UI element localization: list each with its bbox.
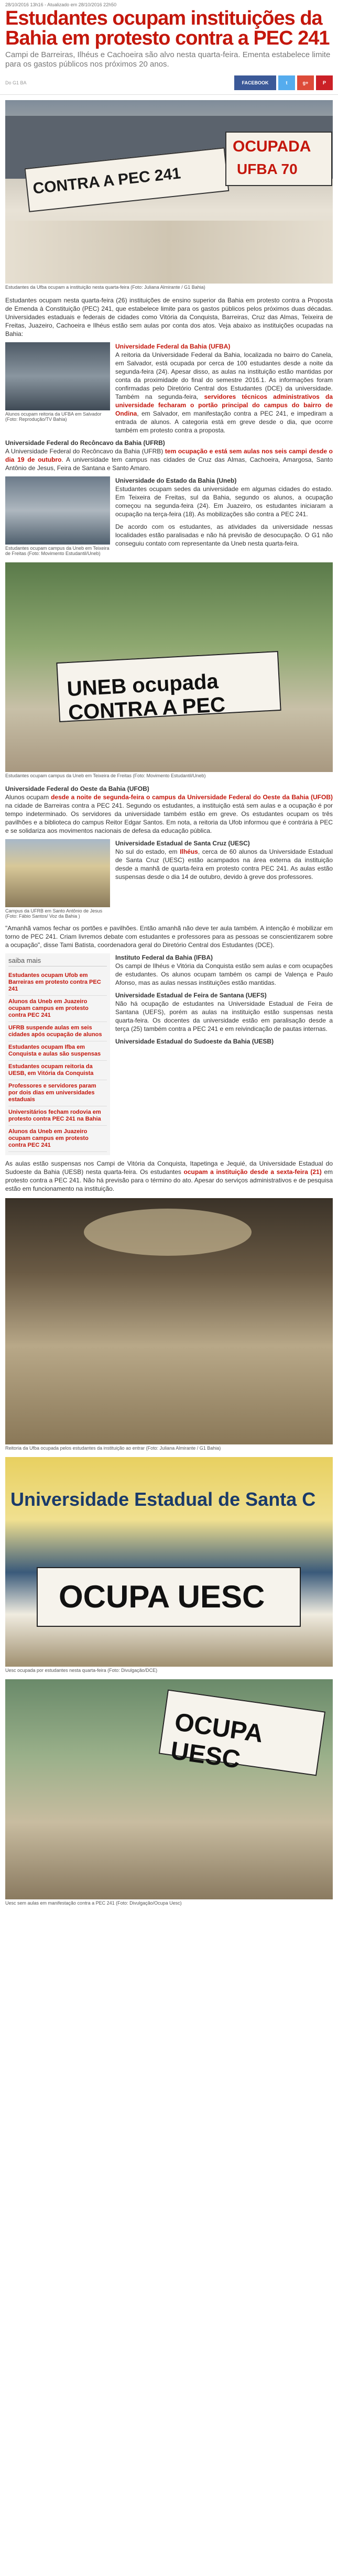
uesb-heading: Universidade Estadual do Sudoeste da Bahia (UESB) xyxy=(115,1038,274,1045)
uesc-figure xyxy=(5,839,110,920)
uneb-paragraph: Estudantes ocupam sedes da universidade em algumas cidades do estado. Em Teixeira de Freitas, sul da Bahia, segundo os alunos, a ocupação começou na segunda-feira (24). Em Juazeiro, os estudantes iniciaram a ocupação na terça-feira (18). As mobilizações são contra a PEC 241. xyxy=(115,485,333,518)
saiba-link[interactable]: Estudantes ocupam Ifba em Conquista e aulas são suspensas xyxy=(8,1041,107,1061)
ufrb-paragraph: A Universidade Federal do Recôncavo da Bahia (UFRB) xyxy=(5,448,165,455)
uesb-section xyxy=(0,1159,338,1193)
saiba-link[interactable]: Estudantes ocupam reitoria da UESB, em Vitória da Conquista xyxy=(8,1061,107,1080)
last-sign xyxy=(159,1689,325,1776)
uneb-caption: Estudantes ocupam campus da Uneb em Teixeira de Freitas (Foto: Movimento Estudantil/Uneb) xyxy=(5,546,110,556)
ifba-paragraph: Os campi de Ilhéus e Vitória da Conquista estão sem aulas e com ocupações de estudantes. Os alunos ocupam também os campi de Valença e Paulo Afonso, mas as aulas nessas instituições estão mantidas. xyxy=(115,962,333,986)
banner-text-ufba: UFBA 70 xyxy=(237,161,298,177)
ufrb-paragraph-tail: . A universidade tem campus nas cidades de Cruz das Almas, Cachoeira, Amargosa, Santo Antônio de Jesus, Feira de Santana e Santo Amaro. xyxy=(5,456,333,472)
pinterest-share-button[interactable]: P xyxy=(316,75,333,90)
saiba-link[interactable]: Professores e servidores param por dois dias em universidades estaduais xyxy=(8,1080,107,1106)
ifba-heading: Instituto Federal da Bahia (IFBA) xyxy=(115,954,213,961)
ufba-figure xyxy=(5,342,110,434)
ufba-caption: Alunos ocupam reitoria da UFBA em Salvador (Foto: Reprodução/TV Bahia) xyxy=(5,411,102,422)
uesc-paragraph: No sul do estado, em xyxy=(115,848,180,855)
uneb-sign xyxy=(56,651,281,725)
ufba-heading: Universidade Federal da Bahia (UFBA) xyxy=(115,343,231,350)
saiba-row xyxy=(0,953,338,1155)
uesc-banner-top: Universidade Estadual de Santa C xyxy=(10,1488,316,1510)
uneb-photo-small xyxy=(5,476,110,545)
share-buttons xyxy=(234,75,333,90)
saiba-link[interactable]: Universitários fecham rodovia em protesto contra PEC 241 na Bahia xyxy=(8,1106,107,1126)
uneb-heading: Universidade do Estado da Bahia (Uneb) xyxy=(115,477,237,484)
uneb-text xyxy=(115,476,333,557)
uesc-big-photo xyxy=(5,1457,333,1667)
uesc-quote: "Amanhã vamos fechar os portões e pavilhões. Então amanhã não deve ter aula também. A intenção é mobilizar em torno de PEC 241. Criam livremos debate com estudantes e professores para as pessoas se conscientizarem sobre a ocupação", disse Tami Batista, coordenadora geral do Diretório Central dos Estudantes (DCE). xyxy=(5,925,333,949)
uesc-big-caption: Uesc ocupada por estudantes nesta quarta-feira (Foto: Divulgação/DCE) xyxy=(5,1668,158,1673)
reitoria-figure xyxy=(5,1198,333,1452)
uesc-heading: Universidade Estadual de Santa Cruz (UESC) xyxy=(115,840,250,847)
uesc-text xyxy=(115,839,333,920)
chandelier xyxy=(84,1209,252,1256)
uneb-section xyxy=(0,476,338,557)
uefs-paragraph: Não há ocupação de estudantes na Universidade Estadual de Feira de Santana (UEFS), porém as aulas na instituição estão suspensas nesta quarta-feira. Os docentes da universidade estão em paralisação desde a terça (25) também contra a PEC 241 e em reivindicação de pautas internas. xyxy=(115,1000,333,1032)
ufba-text xyxy=(115,342,333,434)
protest-banner-right xyxy=(225,132,332,186)
banner-text-right: OCUPADA xyxy=(233,138,311,155)
saiba-link[interactable]: Alunos da Uneb em Juazeiro ocupam campus em protesto contra PEC 241 xyxy=(8,1126,107,1152)
uneb-big-photo xyxy=(5,562,333,772)
ufrb-highlight-link[interactable]: tem ocupação e está sem aulas nos seis campi desde o dia 19 de outubro xyxy=(5,448,333,463)
googleplus-share-button[interactable]: g+ xyxy=(297,75,314,90)
uefs-heading: Universidade Estadual de Feira de Santana (UEFS) xyxy=(115,992,267,999)
facebook-share-button[interactable]: FACEBOOK xyxy=(234,75,276,90)
uesb-paragraph: As aulas estão suspensas nos Campi de Vitória da Conquista, Itapetinga e Jequié, da Universidade Estadual do Sudoeste da Bahia (UESB) nesta quarta-feira. Os estudantes xyxy=(5,1160,333,1176)
uneb-paragraph-2: De acordo com os estudantes, as atividades da universidade nessas localidades estão paralisadas e não há previsão de desocupação. O G1 não conseguiu contato com representante da Uneb nesta quarta-feira. xyxy=(115,523,333,547)
uesb-highlight-link[interactable]: ocupam a instituição desde a sexta-feira (21) xyxy=(183,1168,322,1176)
ufob-paragraph-tail: na cidade de Barreiras contra a PEC 241. Segundo os estudantes, a instituição está sem aulas e a ocupação é por tempo indeterminado. Os servidores da universidade também estão em greve. Os estudantes ocupam os três pavilhões e a biblioteca do campus Reitor Edgar Santos. Em nota, a reitoria da Ufob informou que é contrária à PEC e se solidariza aos movimentos nacionais de defesa da educação pública. xyxy=(5,802,333,834)
uneb-sign-text: UNEB ocupada CONTRA A PEC xyxy=(66,670,226,725)
hero-figure xyxy=(5,100,333,291)
ufob-heading: Universidade Federal do Oeste da Bahia (UFOB) xyxy=(5,785,149,792)
uesc-paragraph-tail: , cerca de 60 alunos da Universidade Estadual de Santa Cruz (UESC) estão acampados na área externa da instituição desde a manhã de quarta-feira em protesto contra PEC 241. As aulas estão suspensas desde o dia 14 de outubro, devido à greve dos professores. xyxy=(115,848,333,881)
last-figure xyxy=(5,1679,333,1907)
uesc-highlight-link[interactable]: Ilhéus xyxy=(180,848,198,855)
uneb-figure xyxy=(5,476,110,557)
uesc-big-figure xyxy=(5,1457,333,1674)
ufob-paragraph: Alunos ocupam xyxy=(5,794,51,801)
ufba-section xyxy=(0,342,338,434)
ufba-photo xyxy=(5,342,110,410)
ufba-paragraph-tail: , em Salvador, em manifestação contra a PEC 241, e impediram a entrada de alunos. A categoria está em greve desde o dia, que ocorre também em protesto contra a proposta. xyxy=(115,410,333,434)
article-source: Do G1 BA xyxy=(5,80,27,85)
ufrb-heading: Universidade Federal do Recôncavo da Bahia (UFRB) xyxy=(5,439,165,447)
last-caption: Uesc sem aulas em manifestação contra a PEC 241 (Foto: Divulgação/Ocupa Uesc) xyxy=(5,1900,182,1906)
saiba-mais-box xyxy=(5,953,110,1155)
ufob-highlight-link[interactable]: desde a noite de segunda-feira o campus da Universidade Federal do Oeste da Bahia (UFOB) xyxy=(51,794,333,801)
intro-paragraph: Estudantes ocupam nesta quarta-feira (26) instituições de ensino superior da Bahia em protesto contra a Proposta de Emenda à Constituição (PEC) 241, que estabelece limite para os gastos públicos pelos próximos duas décadas. Universidades estaduais e federais de cidades como Vitória da Conquista, Barreiras, Cruz das Almas, Teixeira de Freitas, Juazeiro, Cachoeira e Ilhéus estão sem aulas por conta dos atos. Veja abaixo as instituições ocupadas na Bahia: xyxy=(5,297,333,338)
uesc-section xyxy=(0,839,338,920)
twitter-share-button[interactable]: t xyxy=(278,75,295,90)
ufrb-section xyxy=(0,439,338,472)
article-subtitle: Campi de Barreiras, Ilhéus e Cachoeira são alvo nesta quarta-feira. Ementa estabelece limite para os gastos públicos nos próximos 20 anos. xyxy=(5,50,331,69)
last-photo xyxy=(5,1679,333,1899)
saiba-link[interactable]: Estudantes ocupam Ufob em Barreiras em protesto contra PEC 241 xyxy=(8,970,107,996)
share-bar xyxy=(0,71,338,95)
uesc-sign xyxy=(37,1567,301,1627)
last-sign-text: OCUPA UESC xyxy=(169,1708,264,1774)
institutes-text xyxy=(115,953,333,1155)
publish-date: 28/10/2016 13h16 - Atualizado em 28/10/2016 22h50 xyxy=(5,2,117,7)
ufba-paragraph: A reitoria da Universidade Federal da Bahia, localizada no bairro do Canela, em Salvador, está ocupada por cerca de 100 estudantes desde a noite da segunda-feira (24). Apesar disso, as aulas na instituição estão mantidas por conta da proximidade do final do semestre 2016.1. As informações foram confirmadas pelo Diretório Central dos Estudantes (DCE) da universidade. Também na segunda-feira, xyxy=(115,351,333,400)
saiba-link[interactable]: Alunos da Uneb em Juazeiro ocupam campus em protesto contra PEC 241 xyxy=(8,996,107,1022)
reitoria-caption: Reitoria da Ufba ocupada pelos estudantes da instituição ao entrar (Foto: Juliana Almirante / G1 Bahia) xyxy=(5,1445,221,1451)
uesc-sign-text: OCUPA UESC xyxy=(59,1579,265,1614)
uneb-big-caption: Estudantes ocupam campus da Uneb em Teixeira de Freitas (Foto: Movimento Estudantil/Uneb) xyxy=(5,773,206,778)
saiba-link[interactable]: UFRB suspende aulas em seis cidades após ocupação de alunos xyxy=(8,1022,107,1041)
courtyard xyxy=(5,221,333,284)
hero-photo xyxy=(5,100,333,284)
uesc-photo-small xyxy=(5,839,110,907)
reitoria-photo xyxy=(5,1198,333,1444)
uesc-caption: Campus da UFRB em Santo Antônio de Jesus (Foto: Fábio Santos/ Voz da Bahia ) xyxy=(5,908,103,919)
uesb-paragraph-tail: em protesto contra a PEC 241. Não há previsão para o término do ato. Apesar do serviços administrativos e de pesquisa estão em funcionamento na instituição. xyxy=(5,1168,333,1192)
ufob-section xyxy=(0,785,338,835)
ufba-highlight-link[interactable]: servidores técnicos administrativos da universidade fecharam o portão principal do campus do bairro de Ondina xyxy=(115,393,333,417)
banner-text-left: CONTRA A PEC 241 xyxy=(32,165,182,198)
hero-caption: Estudantes da Ufba ocupam a instituição nesta quarta-feira (Foto: Juliana Almirante / G1 Bahia) xyxy=(5,285,205,290)
article-title: Estudantes ocupam instituições da Bahia em protesto contra a PEC 241 xyxy=(5,7,330,49)
saiba-mais-title: saiba mais xyxy=(8,957,107,966)
uneb-big-figure xyxy=(5,562,333,779)
